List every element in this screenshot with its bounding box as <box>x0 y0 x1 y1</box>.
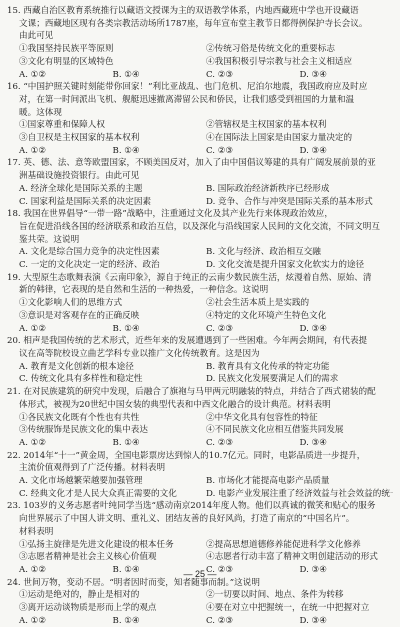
question-block <box>7 5 393 81</box>
option-text: B. 教育具有文化传承的特定功能 <box>206 361 393 374</box>
answer-choices <box>7 437 393 450</box>
option-text: ②一切要以时间、地点、条件为转移 <box>206 589 393 602</box>
answer-choice: D. ③④ <box>300 615 394 627</box>
answer-choice: B. ①④ <box>113 69 207 82</box>
option-text: ①弘扬主旋律是先进文化建设的根本任务 <box>19 539 206 552</box>
question-stem-continued: 文课；西藏地区现有各类宗教活动场所1787座，每年宣布堂主教节日都得例保护寺长会议。 <box>7 18 393 31</box>
option-row <box>7 551 393 564</box>
option-text: ④要在对立中把握统一，在统一中把握对立 <box>206 602 393 615</box>
answer-choice: B. ①④ <box>113 323 207 336</box>
option-row <box>7 297 393 310</box>
option-text: ④志愿者行动丰富了精神文明创建活动的形式 <box>206 551 393 564</box>
question-block <box>7 157 393 208</box>
option-text: ②社会生活本质上是实践的 <box>206 297 393 310</box>
option-text: A. 经济全球化是国际关系的主题 <box>19 183 206 196</box>
answer-choices <box>7 615 393 627</box>
option-row <box>7 373 393 386</box>
question-stem: 20. 相声是我国传统的艺术形式，近些年来的发展遭遇到了一些困难。今年两会期间，有代表提 <box>7 335 393 348</box>
option-text: B. 文化与经济、政治相互交融 <box>206 246 393 259</box>
option-text: D. 民族文化发展要满足人们的需求 <box>206 373 393 386</box>
option-text: ③文化有明显的区域特色 <box>19 56 206 69</box>
answer-choice: D. ③④ <box>300 564 394 577</box>
question-stem-continued: 洲基础设施投资银行。由此可见 <box>7 170 393 183</box>
answer-choice: B. ①④ <box>113 615 207 627</box>
question-block <box>7 208 393 272</box>
answer-choice: D. ③④ <box>300 437 394 450</box>
option-row <box>7 246 393 259</box>
answer-choice: D. ③④ <box>300 69 394 82</box>
question-stem: 18. 我国在世界倡导“一带一路”战略中，注重通过文化及其产业先行来体现政治效应， <box>7 208 393 221</box>
option-row <box>7 589 393 602</box>
question-stem-continued: 材料表明 <box>7 526 393 539</box>
question-stem: 21. 在对民族建筑的研究中发现，后融合了旗袍与马甲两元明融装的特点，并结合了西式裙装的配 <box>7 386 393 399</box>
question-stem: 24. 世间万物，变动不居。“明者因时而变，知者随事而制。”这说明 <box>7 577 393 590</box>
answer-choice: B. ①④ <box>113 437 207 450</box>
question-stem-continued: 体形式，被视为20世纪中国女装的典型代表和中西文化融合的设计典范。材料表明 <box>7 399 393 412</box>
answer-choices <box>7 323 393 336</box>
answer-choice: A. ①② <box>19 437 113 450</box>
option-row <box>7 43 393 56</box>
option-text: C. 传统文化具有多样性和稳定性 <box>19 373 206 386</box>
answer-choice: C. ②③ <box>206 323 300 336</box>
option-text: ④我国积极引导宗教与社会主义相适应 <box>206 56 393 69</box>
option-row <box>7 56 393 69</box>
option-text: ②传统习俗是传统文化的重要标志 <box>206 43 393 56</box>
question-stem: 17. 英、德、法、意等欧盟国家，不顾美国反对，加入了由中国倡议筹建的具有广阔发展前景的亚 <box>7 157 393 170</box>
option-text: C. 国家利益是国际关系的决定因素 <box>19 196 206 209</box>
page-number: — 25 — <box>0 569 400 579</box>
option-text: ③意识是对客观存在的正确反映 <box>19 310 206 323</box>
answer-choice: A. ①② <box>19 615 113 627</box>
question-block <box>7 577 393 627</box>
question-block <box>7 272 393 336</box>
answer-choice: C. ②③ <box>206 564 300 577</box>
option-row <box>7 488 393 501</box>
question-block <box>7 335 393 386</box>
option-text: ④特定的文化环境产生特色文化 <box>206 310 393 323</box>
option-text: ②中华文化具有包容性的特征 <box>206 412 393 425</box>
option-text: D. 竞争、合作与冲突是国际关系的基本形式 <box>206 196 393 209</box>
question-stem: 19. 大型原生态歌舞表演《云南印象》，源自于纯正的云南少数民族生活，炫漫着自然、原始、清 <box>7 272 393 285</box>
option-text: ①运动是绝对的，静止是相对的 <box>19 589 206 602</box>
option-text: ①国家尊重和保障人权 <box>19 119 206 132</box>
answer-choice: D. ③④ <box>300 323 394 336</box>
option-row <box>7 196 393 209</box>
question-stem-continued: 由此可见 <box>7 30 393 43</box>
question-stem-continued: 旨在促进沿线各国的经济联系和政治互信，以及深化与沿线国家人民间的文化交流，不同文明互 <box>7 221 393 234</box>
option-text: ③离开运动谈物质是形而上学的观点 <box>19 602 206 615</box>
option-text: ③自卫权是主权国家的基本权利 <box>19 132 206 145</box>
option-text: ②提高思想道德修养能促进科学文化修养 <box>206 539 393 552</box>
option-text: A. 文化市场越繁荣越要加强管理 <box>19 475 206 488</box>
answer-choice: B. ①④ <box>113 145 207 158</box>
option-row <box>7 412 393 425</box>
question-stem: 22. 2014年“十一”黄金周，全国电影票房达到惊人的10.7亿元。同时，电影品质进一步提升， <box>7 450 393 463</box>
option-row <box>7 259 393 272</box>
answer-choices <box>7 145 393 158</box>
answer-choice: D. ③④ <box>300 145 394 158</box>
option-text: ①文化影响人们的思维方式 <box>19 297 206 310</box>
option-row <box>7 361 393 374</box>
question-stem-continued: 向世界展示了中国人讲文明、重礼义、团结友善的良好风尚，打造了南京的“中国名片”。 <box>7 513 393 526</box>
option-text: A. 教育是文化创新的根本途径 <box>19 361 206 374</box>
question-stem: 23. 103岁的义务志愿者叶纯同学当选“感动南京2014年度人物。他们以真诚的微笑和贴心的服务 <box>7 500 393 513</box>
answer-choice: C. ②③ <box>206 615 300 627</box>
question-stem: 15. 西藏自治区教育系统推行以藏语文授课为主的双语教学体系，内地西藏班中学也开设藏语 <box>7 5 393 18</box>
answer-choice: A. ①② <box>19 564 113 577</box>
question-block <box>7 386 393 450</box>
question-stem-continued: 议在高等院校设立曲艺学科专业以推广文化传统教育。这是因为 <box>7 348 393 361</box>
answer-choice: A. ①② <box>19 145 113 158</box>
option-row <box>7 424 393 437</box>
option-text: ③传统服饰是民族文化的集中表达 <box>19 424 206 437</box>
option-text: B. 国际政治经济新秩序已经形成 <box>206 183 393 196</box>
answer-choice: A. ①② <box>19 323 113 336</box>
option-text: ①我国坚持民族平等原则 <box>19 43 206 56</box>
answer-choice: B. ①④ <box>113 564 207 577</box>
question-block <box>7 450 393 501</box>
question-block <box>7 81 393 157</box>
option-text: ④不同民族文化应相互借鉴共同发展 <box>206 424 393 437</box>
answer-choice: A. ①② <box>19 69 113 82</box>
question-stem-continued: 新的韩律，它表现的是自然和生活的一种热爱，一种信念。这说明 <box>7 284 393 297</box>
question-stem: 16. “中国护照关键时刻能带你回家！”利比亚战乱、也门危机、尼泊尔地震，我国政府应及时应 <box>7 81 393 94</box>
answer-choice: C. ②③ <box>206 145 300 158</box>
option-text: D. 文化交流是提升国家文化软实力的途径 <box>206 259 393 272</box>
answer-choices <box>7 69 393 82</box>
option-text: ③志愿者精神是社会主义核心价值观 <box>19 551 206 564</box>
option-text: C. 一定的文化决定一定的经济、政治 <box>19 259 206 272</box>
question-stem-continued: 对，在第一时间派出飞机、舰艇迅速撤离滞留公民和侨民，让我们感受到祖国的力量和温 <box>7 94 393 107</box>
question-stem-continued: 鉴共荣。这说明 <box>7 234 393 247</box>
option-text: C. 经典文化才是人民大众真正需要的文化 <box>19 488 206 501</box>
option-row <box>7 119 393 132</box>
option-text: D. 电影产业发展注重了经济效益与社会效益的统一 <box>206 488 393 501</box>
option-row <box>7 475 393 488</box>
option-row <box>7 183 393 196</box>
answer-choice: C. ②③ <box>206 69 300 82</box>
option-row <box>7 310 393 323</box>
answer-choice: C. ②③ <box>206 437 300 450</box>
question-stem-continued: 主流价值观得到了广泛传播。材料表明 <box>7 462 393 475</box>
option-text: B. 市场化才能提高电影产品质量 <box>206 475 393 488</box>
option-text: A. 文化是综合国力竞争的决定性因素 <box>19 246 206 259</box>
question-block <box>7 500 393 576</box>
option-row <box>7 132 393 145</box>
option-text: ①各民族文化既有个性也有共性 <box>19 412 206 425</box>
option-text: ④在国际法上国家是由国家力量决定的 <box>206 132 393 145</box>
option-text: ②管辖权是主权国家的基本权利 <box>206 119 393 132</box>
option-row <box>7 602 393 615</box>
option-row <box>7 539 393 552</box>
question-stem-continued: 暖。这体现 <box>7 107 393 120</box>
